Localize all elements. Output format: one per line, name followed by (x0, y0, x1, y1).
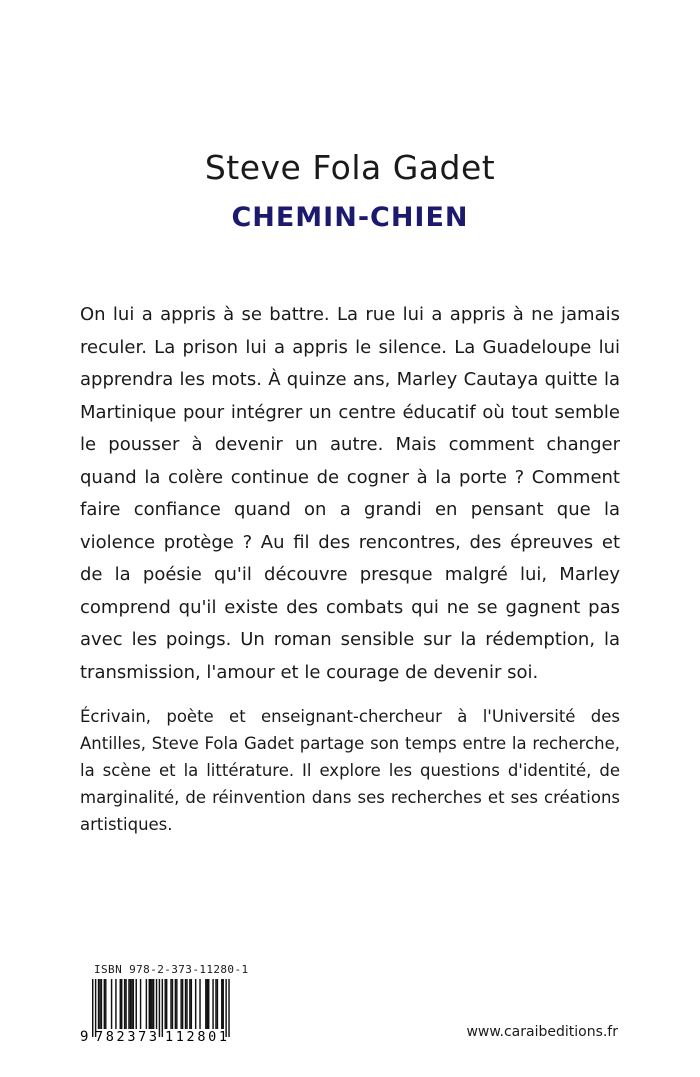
author-bio: Écrivain, poète et enseignant-chercheur à l'Université des Antilles, Steve Fola Gadet partage son temps entre la recherche, la scène et la littérature. Il explore les questions d'identité, de marginalité, de réinvention dans ses recherches et ses créations artistiques. (80, 707, 620, 834)
barcode-bar (140, 979, 141, 1029)
publisher-website[interactable]: www.caraibeditions.fr (466, 1024, 618, 1040)
author-name: Steve Fola Gadet (204, 148, 496, 187)
barcode-bar (151, 979, 152, 1029)
barcode-bar (208, 979, 209, 1029)
barcode-bar (205, 979, 206, 1029)
barcode-bar (223, 979, 224, 1029)
barcode-bar (182, 979, 183, 1029)
barcode-bar (228, 979, 229, 1037)
barcode-bar (99, 979, 100, 1029)
barcode-bar (221, 979, 222, 1029)
barcode-bar (131, 979, 132, 1029)
barcode-bar (175, 979, 176, 1029)
barcode-bar (150, 979, 151, 1029)
barcode-bar (153, 979, 154, 1029)
barcode-bar (133, 979, 134, 1029)
barcode-bar (124, 979, 125, 1029)
barcode-bar (104, 979, 105, 1029)
barcode-digit-group-left: 782373 (95, 1029, 157, 1043)
barcode-bar (191, 979, 192, 1029)
barcode-bar (98, 979, 99, 1029)
barcode-bar (172, 979, 173, 1029)
barcode-bar (189, 979, 190, 1029)
barcode-bar (121, 979, 122, 1029)
barcode-bar (105, 979, 106, 1029)
isbn-label: ISBN 978-2-373-11280-1 (94, 963, 249, 976)
barcode-bar (156, 979, 157, 1029)
blurb-text: On lui a appris à se battre. La rue lui a appris à ne jamais reculer. La prison lui a appris le silence. La Guadeloupe lui apprendra les mots. À quinze ans, Marley Cautaya quitte la Martinique pour intégrer un centre éducatif où tout semble le pousser à devenir un autre. Mais comment changer quand la colère continue de cogner à la porte ? Comment faire confiance quand on a grandi en pensant que la violence protège ? Au fil des rencontres, des épreuves et de la poésie qu'il découvre presque malgré lui, Marley comprend qu'il existe des combats qui ne se gagnent pas avec les poings. Un roman sensible sur la rédemption, la transmission, l'amour et le courage de devenir soi. (80, 304, 620, 683)
barcode-bar (170, 979, 171, 1029)
barcode-bar (212, 979, 213, 1029)
barcode-bar (195, 979, 196, 1029)
barcode-bar (92, 979, 93, 1037)
barcode-bar (186, 979, 187, 1029)
barcode-bar (185, 979, 186, 1029)
barcode-bar (101, 979, 102, 1029)
barcode-bar (120, 979, 121, 1029)
barcode-bar (215, 979, 216, 1029)
barcode-bar (111, 979, 112, 1029)
barcode-bar (217, 979, 218, 1029)
barcode-bar (125, 979, 126, 1029)
barcode-bar (128, 979, 129, 1029)
barcode-bar (146, 979, 147, 1029)
barcode-bar (176, 979, 177, 1029)
book-title: CHEMIN-CHIEN (231, 202, 469, 233)
barcode-bar (166, 979, 167, 1029)
barcode-bar (162, 979, 163, 1037)
barcode-bar (180, 979, 181, 1029)
barcode-bar (199, 979, 200, 1029)
barcode-bar (149, 979, 150, 1029)
barcode-bar (136, 979, 137, 1029)
barcode-bar (159, 979, 160, 1037)
barcode-bar (207, 979, 208, 1029)
barcode (80, 979, 240, 1043)
barcode-digit-lead: 9 (80, 1029, 89, 1043)
barcode-digit-group-right: 112801 (165, 1029, 227, 1043)
barcode-bar (165, 979, 166, 1029)
barcode-bar (130, 979, 131, 1029)
barcode-bar (115, 979, 116, 1029)
